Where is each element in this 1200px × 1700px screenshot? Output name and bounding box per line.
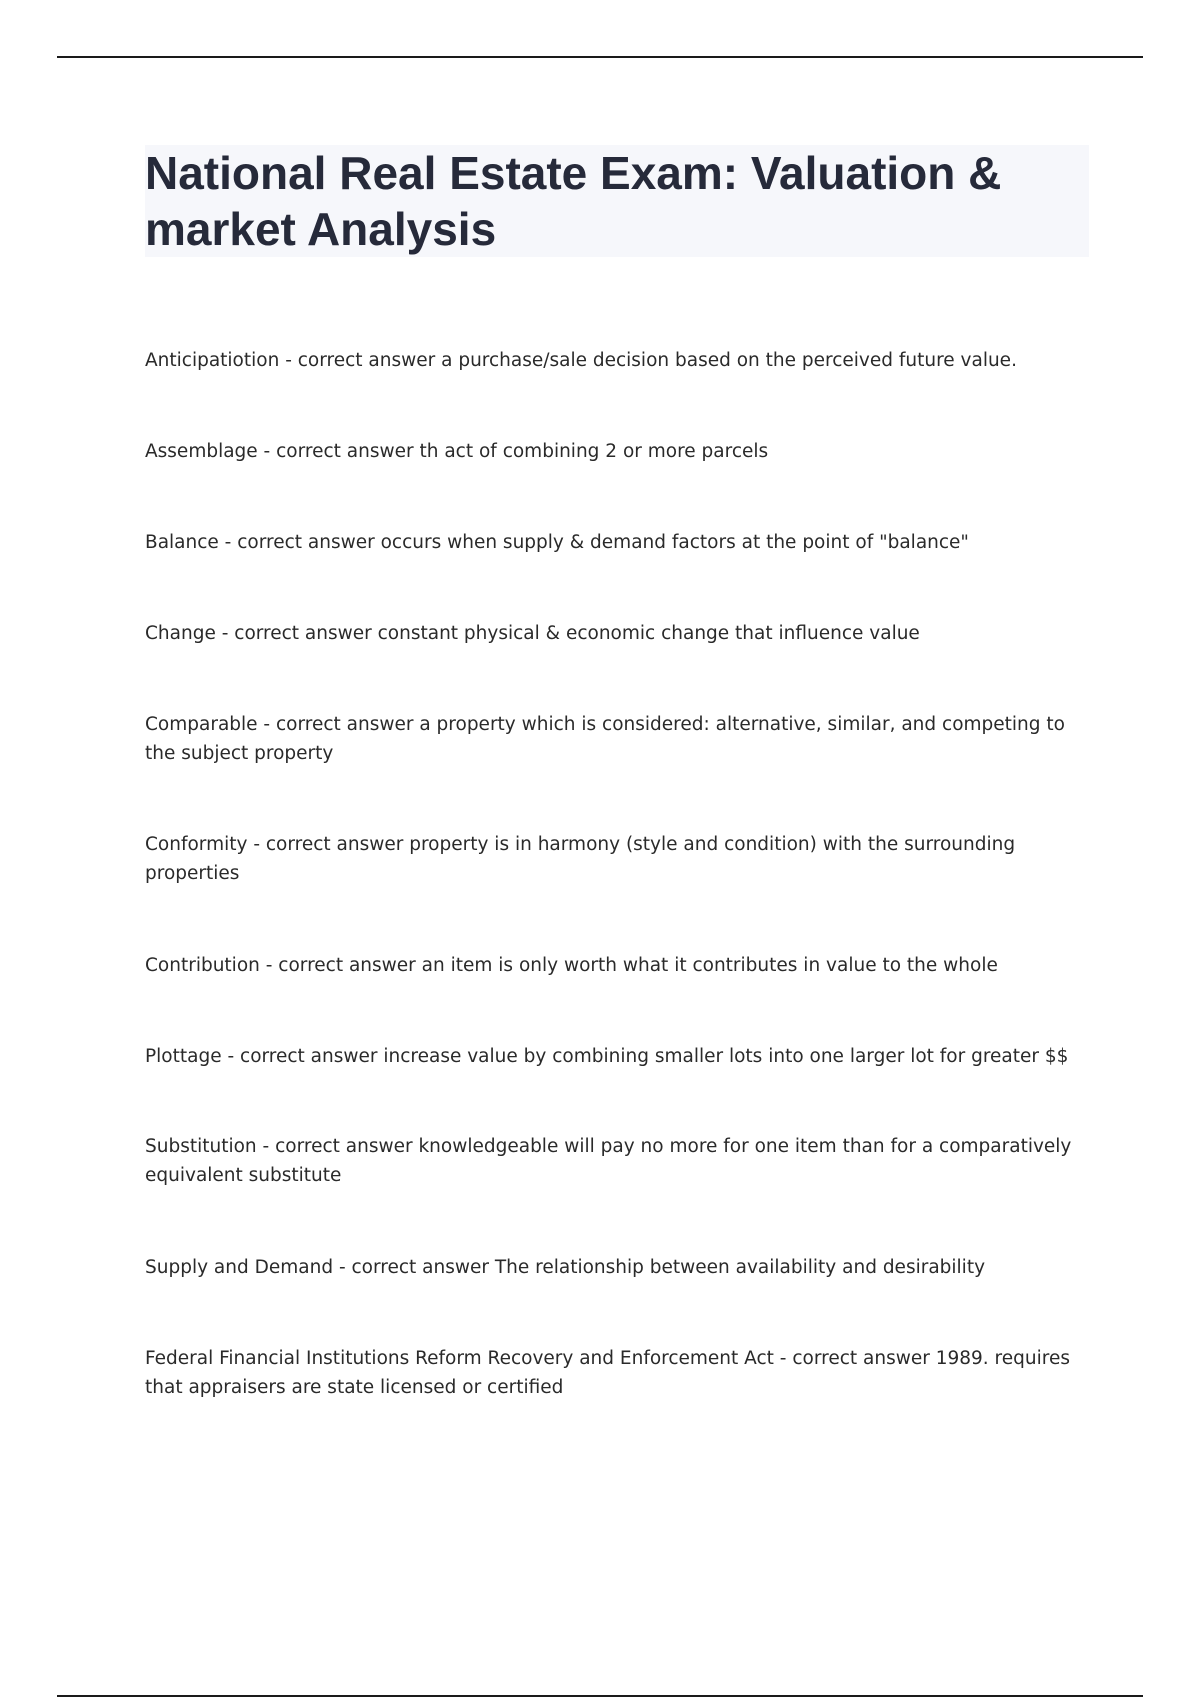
- entry-assemblage: Assemblage - correct answer th act of combining 2 or more parcels: [145, 441, 769, 462]
- entry-substitution: Substitution - correct answer knowledgeable will pay no more for one item than for a comparatively equivalent substitute: [145, 1136, 1072, 1186]
- bottom-divider: [57, 1695, 1143, 1697]
- entry-contribution: Contribution - correct answer an item is only worth what it contributes in value to the whole: [145, 955, 998, 976]
- entry-balance: Balance - correct answer occurs when supply & demand factors at the point of "balance": [145, 532, 969, 553]
- entry-change: Change - correct answer constant physical & economic change that influence value: [145, 623, 920, 644]
- document-title: National Real Estate Exam: Valuation & market Analysis: [145, 147, 1002, 255]
- entry-comparable: Comparable - correct answer a property which is considered: alternative, similar, and competing to the subject property: [145, 714, 1065, 764]
- top-divider: [57, 56, 1143, 58]
- entry-anticipation: Anticipatiotion - correct answer a purchase/sale decision based on the perceived future value.: [145, 350, 1017, 371]
- entry-plottage: Plottage - correct answer increase value by combining smaller lots into one larger lot for greater $$: [145, 1046, 1069, 1067]
- entry-supply-and-demand: Supply and Demand - correct answer The relationship between availability and desirability: [145, 1257, 986, 1278]
- entry-conformity: Conformity - correct answer property is in harmony (style and condition) with the surrounding properties: [145, 834, 1016, 884]
- title-banner: [145, 145, 1089, 257]
- entry-firrea: Federal Financial Institutions Reform Recovery and Enforcement Act - correct answer 1989. requires that appraisers are state licensed or certified: [145, 1348, 1070, 1398]
